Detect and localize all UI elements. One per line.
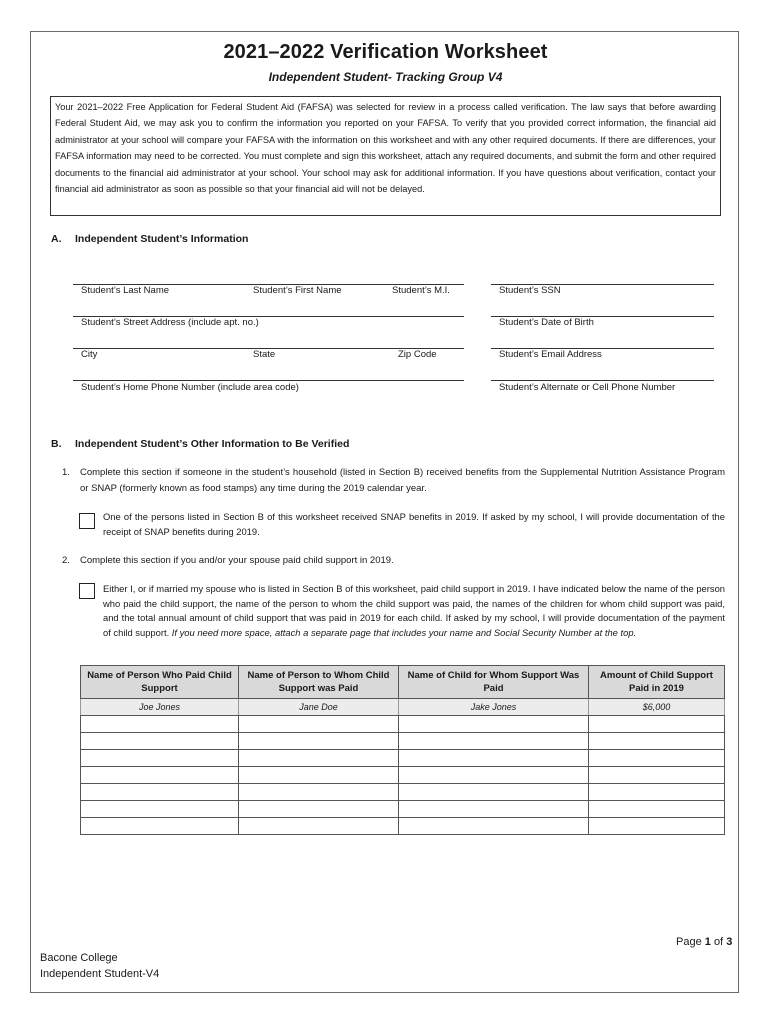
table-cell[interactable] [239, 716, 399, 733]
item-1-text: Complete this section if someone in the student’s household (listed in Section B) received benefits from the Supplemental Nutrition Assistance Program or SNAP (formerly known as food stamps) any time during the 2019 calendar year. [80, 467, 725, 494]
worksheet-page [30, 31, 739, 993]
zip-label: Zip Code [398, 349, 437, 360]
child-support-checkbox-text [103, 582, 725, 640]
table-example-row [81, 699, 725, 716]
table-cell[interactable] [81, 750, 239, 767]
item-2-number: 2. [62, 555, 70, 566]
first-name-label: Student’s First Name [253, 285, 342, 296]
address-label: Student’s Street Address (include apt. no.) [81, 317, 259, 328]
table-cell[interactable] [399, 750, 589, 767]
page-number [676, 936, 732, 948]
page-prefix: Page [676, 936, 702, 948]
table-cell[interactable] [589, 733, 725, 750]
home-phone-label: Student’s Home Phone Number (include area code) [81, 382, 299, 393]
page-total: 3 [726, 936, 733, 948]
example-payer: Joe Jones [81, 699, 239, 716]
payee-header: Name of Person to Whom Child Support was Paid [239, 666, 399, 699]
child-support-text-main: Either I, or if married my spouse who is listed in Section B of this worksheet, paid child support in 2019. I have indicated below the name of the person who paid the child support, the name of the person to whom the child support was paid, the names of the children for whom child support was paid, and the total annual amount of child support that was paid in 2019 for each child. If asked by my school, I will provide documentation of the payment of child support. [103, 583, 725, 638]
payer-header: Name of Person Who Paid Child Support [81, 666, 239, 699]
table-cell[interactable] [399, 767, 589, 784]
page-current: 1 [704, 936, 711, 948]
table-cell[interactable] [399, 801, 589, 818]
cell-phone-label: Student’s Alternate or Cell Phone Number [499, 382, 676, 393]
child-support-text-note: If you need more space, attach a separate page that includes your name and Social Security Number at the top. [171, 626, 637, 638]
section-a-heading: Independent Student’s Information [75, 233, 249, 245]
table-cell[interactable] [81, 733, 239, 750]
table-row [81, 750, 725, 767]
last-name-label: Student’s Last Name [81, 285, 170, 296]
child-support-table [80, 665, 725, 835]
footer-school: Bacone College [40, 952, 118, 964]
table-header-row [81, 666, 725, 699]
table-row [81, 818, 725, 835]
ssn-label: Student’s SSN [499, 285, 561, 296]
table-cell[interactable] [399, 784, 589, 801]
table-cell[interactable] [589, 716, 725, 733]
page-of: of [713, 936, 724, 948]
table-cell[interactable] [589, 818, 725, 835]
table-cell[interactable] [399, 818, 589, 835]
table-cell[interactable] [589, 767, 725, 784]
table-row [81, 767, 725, 784]
table-cell[interactable] [239, 784, 399, 801]
table-cell[interactable] [399, 733, 589, 750]
table-cell[interactable] [589, 801, 725, 818]
table-cell[interactable] [399, 716, 589, 733]
item-2-text: Complete this section if you and/or your spouse paid child support in 2019. [80, 555, 394, 566]
table-cell[interactable] [239, 818, 399, 835]
table-cell[interactable] [239, 767, 399, 784]
table-cell[interactable] [81, 767, 239, 784]
table-cell[interactable] [239, 733, 399, 750]
child-header: Name of Child for Whom Support Was Paid [399, 666, 589, 699]
table-cell[interactable] [239, 750, 399, 767]
example-amount: $6,000 [589, 699, 725, 716]
table-row [81, 801, 725, 818]
example-payee: Jane Doe [239, 699, 399, 716]
dob-label: Student’s Date of Birth [499, 317, 594, 328]
table-cell[interactable] [81, 784, 239, 801]
amount-header: Amount of Child Support Paid in 2019 [589, 666, 725, 699]
email-label: Student’s Email Address [499, 349, 602, 360]
page-title: 2021–2022 Verification Worksheet [223, 41, 548, 63]
table-cell[interactable] [81, 801, 239, 818]
example-child: Jake Jones [399, 699, 589, 716]
footer-form-id: Independent Student-V4 [40, 968, 160, 980]
table-cell[interactable] [589, 784, 725, 801]
table-cell[interactable] [81, 716, 239, 733]
cell-phone-line[interactable] [491, 380, 714, 381]
table-row [81, 733, 725, 750]
table-cell[interactable] [81, 818, 239, 835]
section-b-heading: Independent Student’s Other Information to Be Verified [75, 438, 350, 450]
section-b-letter: B. [51, 438, 62, 450]
table-cell[interactable] [589, 750, 725, 767]
intro-box: Your 2021–2022 Free Application for Federal Student Aid (FAFSA) was selected for review in a process called verification. The law says that before awarding Federal Student Aid, we may ask you to confirm the information you reported on your FAFSA. To verify that you provided correct information, the financial aid administrator at your school will compare your FAFSA with the information on this worksheet and with any other required documents. If there are differences, your FAFSA information may need to be corrected. You must complete and sign this worksheet, attach any required documents, and submit the form and other required documents to the financial aid administrator at your school. Your school may ask for additional information. If you have questions about verification, contact your financial aid administrator as soon as possible so that your financial aid will not be delayed. [50, 96, 721, 216]
city-label: City [81, 349, 98, 360]
item-1-number: 1. [62, 467, 70, 478]
table-cell[interactable] [239, 801, 399, 818]
section-a-letter: A. [51, 233, 62, 245]
mi-label: Student’s M.I. [392, 285, 450, 296]
child-support-checkbox[interactable] [79, 583, 95, 599]
home-phone-line[interactable] [73, 380, 464, 381]
table-row [81, 716, 725, 733]
state-label: State [253, 349, 276, 360]
snap-checkbox-text: One of the persons listed in Section B of this worksheet received SNAP benefits in 2019. If asked by my school, I will provide documentation of the receipt of SNAP benefits during 2019. [103, 511, 725, 537]
table-row [81, 784, 725, 801]
snap-checkbox[interactable] [79, 513, 95, 529]
page-subtitle: Independent Student- Tracking Group V4 [268, 70, 503, 84]
